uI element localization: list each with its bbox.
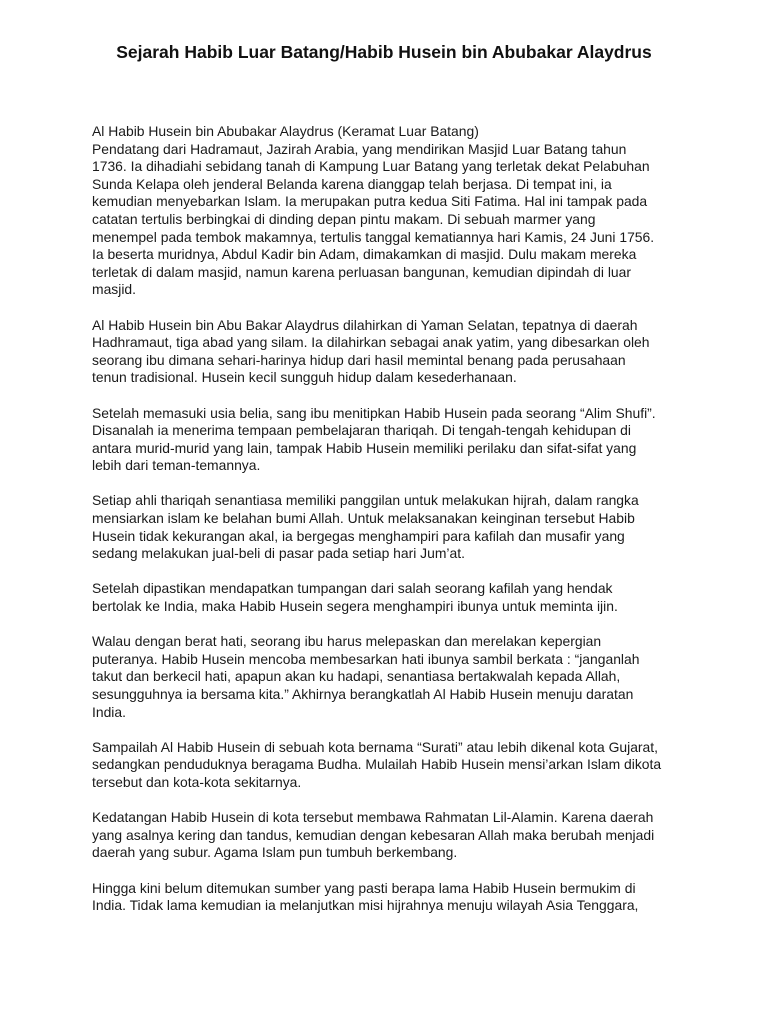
- paragraph: Walau dengan berat hati, seorang ibu harus melepaskan dan merelakan kepergian puteranya. Habib Husein mencoba membesarkan hati ibunya sambil berkata : “janganlah takut dan berkecil hati, apapun akan ku hadapi, senantiasa bertakwalah kepada Allah, sesungguhnya ia bersama kita.” Akhirnya berangkatlah Al Habib Husein menuju daratan India.: [92, 633, 640, 720]
- paragraph: Hingga kini belum ditemukan sumber yang pasti berapa lama Habib Husein bermukim di India. Tidak lama kemudian ia melanjutkan misi hijrahnya menuju wilayah Asia Tenggara,: [92, 879, 639, 914]
- paragraph: Sampailah Al Habib Husein di sebuah kota bernama “Surati” atau lebih dikenal kota Gujarat, sedangkan penduduknya beragama Budha. Mulailah Habib Husein mensi’arkan Islam dikota tersebut dan kota-kota sekitarnya.: [92, 738, 662, 790]
- paragraph: Setelah dipastikan mendapatkan tumpangan dari salah seorang kafilah yang hendak bertolak ke India, maka Habib Husein segera menghampiri ibunya untuk meminta ijin.: [92, 580, 618, 615]
- document-title: Sejarah Habib Luar Batang/Habib Husein bin Abubakar Alaydrus: [116, 42, 652, 62]
- paragraph: Al Habib Husein bin Abubakar Alaydrus (Keramat Luar Batang) Pendatang dari Hadramaut, Jazirah Arabia, yang mendirikan Masjid Luar Batang tahun 1736. Ia dihadiahi sebidang tanah di Kampung Luar Batang yang terletak dekat Pelabuhan Sunda Kelapa oleh jenderal Belanda karena dianggap telah berjasa. Di tempat ini, ia kemudian menyebarkan Islam. Ia merupakan putra kedua Siti Fatima. Hal ini tampak pada catatan tertulis berbingkai di dinding depan pintu makam. Di sebuah marmer yang menempel pada tembok makamnya, tertulis tanggal kematiannya hari Kamis, 24 Juni 1756. Ia beserta muridnya, Abdul Kadir bin Adam, dimakamkan di masjid. Dulu makam mereka terletak di dalam masjid, namun karena perluasan bangunan, kemudian dipindah di luar masjid.: [92, 123, 655, 298]
- paragraph: Setelah memasuki usia belia, sang ibu menitipkan Habib Husein pada seorang “Alim Shufi”. Disanalah ia menerima tempaan pembelajaran thariqah. Di tengah-tengah kehidupan di antara murid-murid yang lain, tampak Habib Husein memiliki perilaku dan sifat-sifat yang lebih dari teman-temannya.: [92, 404, 656, 474]
- paragraph: Setiap ahli thariqah senantiasa memiliki panggilan untuk melakukan hijrah, dalam rangka mensiarkan islam ke belahan bumi Allah. Untuk melaksanakan keinginan tersebut Habib Husein tidak kekurangan akal, ia bergegas menghampiri para kafilah dan musafir yang sedang melakukan jual-beli di pasar pada setiap hari Jum’at.: [92, 492, 639, 562]
- paragraph: Kedatangan Habib Husein di kota tersebut membawa Rahmatan Lil-Alamin. Karena daerah yang asalnya kering dan tandus, kemudian dengan kebesaran Allah maka berubah menjadi daerah yang subur. Agama Islam pun tumbuh berkembang.: [92, 809, 655, 861]
- document-body: [92, 123, 684, 932]
- paragraph: Al Habib Husein bin Abu Bakar Alaydrus dilahirkan di Yaman Selatan, tepatnya di daerah Hadhramaut, tiga abad yang silam. Ia dilahirkan sebagai anak yatim, yang dibesarkan oleh seorang ibu dimana sehari-harinya hidup dari hasil memintal benang pada perusahaan tenun tradisional. Husein kecil sungguh hidup dalam kesederhanaan.: [92, 316, 650, 386]
